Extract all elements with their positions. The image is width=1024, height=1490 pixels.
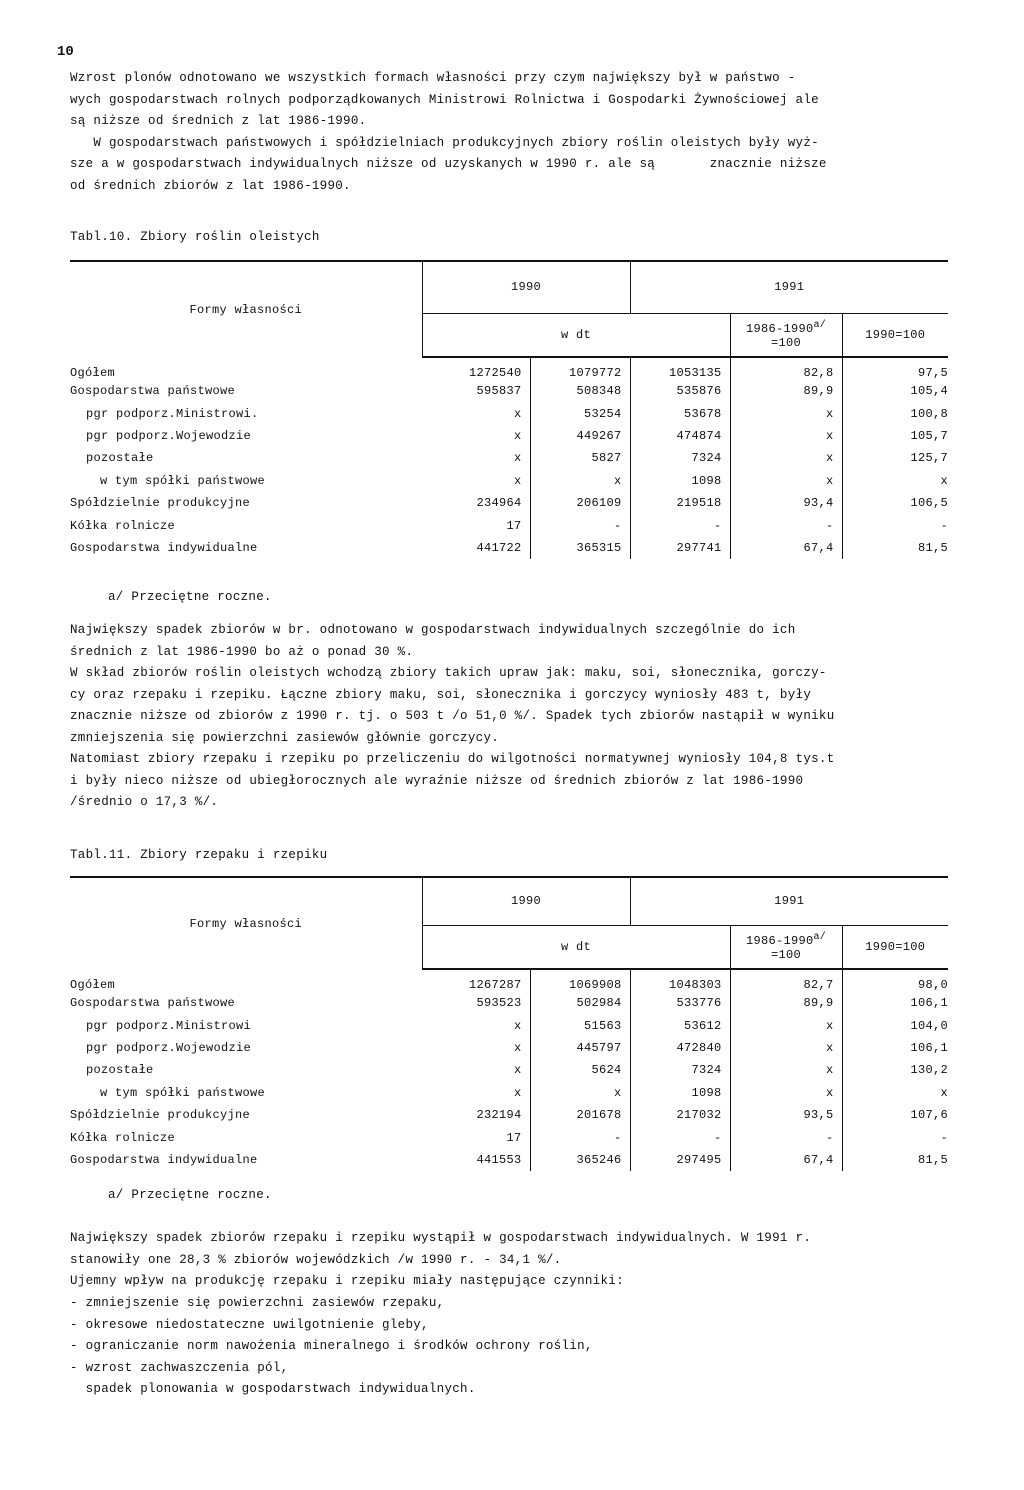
table-cell: 441722: [422, 537, 530, 559]
table-cell: 595837: [422, 380, 530, 402]
text-line: znacznie niższe od zbiorów z 1990 r. tj. o 503 t /o 51,0 %/. Spadek tych zbiorów nastąpił w wyniku: [70, 709, 835, 723]
list-item: - wzrost zachwaszczenia pól,: [70, 1360, 289, 1375]
table-row: [70, 1014, 948, 1036]
index-avg-label: 1986-1990: [745, 933, 814, 948]
row-label: pgr podporz.Ministrowi.: [86, 406, 259, 421]
table-cell: 89,9: [730, 380, 842, 402]
page-number: 10: [57, 44, 74, 60]
table-cell: x: [730, 1037, 842, 1059]
text-line: i były nieco niższe od ubiegłorocznych ale wyraźnie niższe od średnich zbiorów z lat 1986-1990: [70, 773, 804, 788]
table-cell: 17: [422, 1126, 530, 1148]
table-row: [70, 470, 948, 492]
table-cell: x: [422, 447, 530, 469]
row-label: Gospodarstwa państwowe: [70, 996, 236, 1011]
column-header-unit: w dt: [422, 925, 730, 969]
index-avg-base: =100: [771, 947, 802, 962]
table10-footnote: a/ Przeciętne roczne.: [108, 590, 272, 604]
table-cell: 1048303: [630, 969, 730, 992]
table-cell: 53254: [530, 402, 630, 424]
table-cell: 1272540: [422, 357, 530, 380]
text-line: wych gospodarstwach rolnych podporządkowanych Ministrowi Rolnictwa i Gospodarki Żywnościowej ale: [70, 92, 819, 107]
table-cell: 1053135: [630, 357, 730, 380]
table-cell: 67,4: [730, 1149, 842, 1171]
text-line: sze a w gospodarstwach indywidualnych niższe od uzyskanych w 1990 r. ale są znacznie niższe: [70, 157, 827, 171]
table-cell: 533776: [630, 992, 730, 1014]
table-cell: -: [530, 514, 630, 536]
table-cell: 1079772: [530, 357, 630, 380]
table-cell: 1098: [630, 470, 730, 492]
table-row: [70, 1149, 948, 1171]
table-cell: 67,4: [730, 537, 842, 559]
table-cell: x: [422, 1037, 530, 1059]
table-cell: 53678: [630, 402, 730, 424]
text-line: zmniejszenia się powierzchni zasiewów głównie gorczycy.: [70, 730, 500, 745]
table-cell: 365246: [530, 1149, 630, 1171]
row-label: pgr podporz.Wojewodzie: [86, 1040, 252, 1055]
table-cell: 5624: [530, 1059, 630, 1081]
row-label: Gospodarstwa indywidualne: [70, 1152, 258, 1167]
table-cell: 474874: [630, 425, 730, 447]
table-cell: 106,5: [910, 496, 949, 511]
table-cell: 445797: [530, 1037, 630, 1059]
table-cell: 217032: [630, 1104, 730, 1126]
table-row: [70, 357, 948, 380]
text-line: /średnio o 17,3 %/.: [70, 795, 219, 809]
table-cell: -: [530, 1126, 630, 1148]
middle-paragraph: [70, 620, 960, 814]
text-line: od średnich zbiorów z lat 1986-1990.: [70, 178, 351, 193]
table-row: [70, 1126, 948, 1148]
column-header-index-1990: 1990=100: [842, 313, 948, 357]
row-label: Kółka rolnicze: [70, 1130, 176, 1145]
index-avg-label: 1986-1990: [745, 321, 814, 336]
table-cell: 51563: [530, 1014, 630, 1036]
table-cell: 449267: [530, 425, 630, 447]
row-label: Ogółem: [70, 365, 116, 380]
table-cell: 53612: [630, 1014, 730, 1036]
table-row: [70, 1059, 948, 1081]
table-row: [70, 514, 948, 536]
table-cell: 206109: [530, 492, 630, 514]
table-cell: -: [630, 514, 730, 536]
row-label: Kółka rolnicze: [70, 518, 176, 533]
column-header-index-avg: [730, 925, 842, 969]
column-header-1991: 1991: [630, 261, 948, 313]
column-header-1991: 1991: [630, 877, 948, 925]
list-item: - ograniczanie norm nawożenia mineralnego i środków ochrony roślin,: [70, 1339, 593, 1353]
table-row: [70, 537, 948, 559]
table-row: [70, 425, 948, 447]
table-row: [70, 1037, 948, 1059]
text-line: stanowiły one 28,3 % zbiorów wojewódzkich /w 1990 r. - 34,1 %/.: [70, 1252, 562, 1267]
table-cell: 107,6: [910, 1108, 949, 1123]
table-cell: 535876: [630, 380, 730, 402]
table-row: [70, 1104, 948, 1126]
table-row: [70, 1082, 948, 1104]
text-line: Ujemny wpływ na produkcję rzepaku i rzepiku miały następujące czynniki:: [70, 1274, 624, 1288]
table-cell: -: [940, 1130, 949, 1145]
table-cell: x: [530, 1082, 630, 1104]
table-cell: x: [530, 470, 630, 492]
table-cell: 593523: [422, 992, 530, 1014]
table-row: [70, 402, 948, 424]
table-cell: 98,0: [918, 978, 949, 992]
text-line: średnich z lat 1986-1990 bo aż o ponad 30 %.: [70, 644, 414, 659]
row-label: Spółdzielnie produkcyjne: [70, 496, 251, 511]
table-cell: x: [422, 470, 530, 492]
column-header-form: Formy własności: [70, 877, 422, 969]
table-cell: 1267287: [422, 969, 530, 992]
closing-paragraph: [70, 1228, 960, 1293]
table-cell: x: [730, 1059, 842, 1081]
table-cell: 297495: [630, 1149, 730, 1171]
table-cell: 297741: [630, 537, 730, 559]
list-item: - zmniejszenie się powierzchni zasiewów rzepaku,: [70, 1296, 445, 1310]
table-cell: 81,5: [918, 540, 949, 555]
table-cell: 125,7: [910, 451, 949, 466]
text-line: Największy spadek zbiorów w br. odnotowano w gospodarstwach indywidualnych szczególnie do ich: [70, 623, 796, 637]
text-line: są niższe od średnich z lat 1986-1990.: [70, 114, 367, 128]
table-cell: 7324: [630, 1059, 730, 1081]
table-row: [70, 492, 948, 514]
table-cell: 201678: [530, 1104, 630, 1126]
row-label: Spółdzielnie produkcyjne: [70, 1108, 251, 1123]
text-line: cy oraz rzepaku i rzepiku. Łączne zbiory maku, soi, słonecznika i gorczycy wyniosły 483 t, były: [70, 687, 812, 702]
table-cell: -: [730, 514, 842, 536]
table-cell: 472840: [630, 1037, 730, 1059]
table-cell: -: [630, 1126, 730, 1148]
table-cell: x: [422, 1082, 530, 1104]
table-cell: 89,9: [730, 992, 842, 1014]
table-row: [70, 969, 948, 992]
table-cell: 82,7: [730, 969, 842, 992]
row-label: Gospodarstwa państwowe: [70, 384, 236, 399]
table-cell: 105,7: [910, 428, 949, 443]
table-cell: 81,5: [918, 1152, 949, 1167]
table-cell: x: [422, 1014, 530, 1036]
text-line: Największy spadek zbiorów rzepaku i rzepiku wystąpił w gospodarstwach indywidualnych. W 1991 r.: [70, 1231, 812, 1245]
table-cell: x: [730, 1082, 842, 1104]
table11: [70, 876, 948, 1171]
table-cell: 7324: [630, 447, 730, 469]
table-cell: x: [940, 473, 949, 488]
table-cell: x: [940, 1085, 949, 1100]
table-row: [70, 447, 948, 469]
table-cell: x: [730, 425, 842, 447]
table-cell: 106,1: [910, 996, 949, 1011]
table-cell: 508348: [530, 380, 630, 402]
table-cell: x: [730, 447, 842, 469]
table-cell: 365315: [530, 537, 630, 559]
table-cell: x: [730, 470, 842, 492]
table-cell: 502984: [530, 992, 630, 1014]
table-cell: 5827: [530, 447, 630, 469]
table11-footnote: a/ Przeciętne roczne.: [108, 1188, 272, 1202]
table-cell: x: [422, 402, 530, 424]
table-cell: -: [940, 518, 949, 533]
table-cell: 219518: [630, 492, 730, 514]
factors-list: [70, 1293, 960, 1401]
table-cell: 1098: [630, 1082, 730, 1104]
table-cell: x: [422, 1059, 530, 1081]
table11-caption: Tabl.11. Zbiory rzepaku i rzepiku: [70, 848, 328, 862]
table10-caption: Tabl.10. Zbiory roślin oleistych: [70, 230, 320, 244]
footnote-marker: a/: [813, 931, 827, 943]
row-label: Ogółem: [70, 977, 116, 992]
text-line: Wzrost plonów odnotowano we wszystkich formach własności przy czym największy był w państwo -: [70, 71, 796, 85]
table-cell: 93,4: [730, 492, 842, 514]
table-cell: -: [730, 1126, 842, 1148]
row-label: w tym spółki państwowe: [100, 1085, 266, 1100]
column-header-unit: w dt: [422, 313, 730, 357]
table-cell: 130,2: [910, 1063, 949, 1078]
table-row: [70, 992, 948, 1014]
column-header-1990: 1990: [422, 261, 630, 313]
index-avg-base: =100: [771, 335, 802, 350]
table-cell: 17: [422, 514, 530, 536]
table-cell: 97,5: [918, 366, 949, 380]
table-cell: 232194: [422, 1104, 530, 1126]
row-label: pozostałe: [86, 451, 154, 466]
table-cell: x: [422, 425, 530, 447]
column-header-1990: 1990: [422, 877, 630, 925]
row-label: pgr podporz.Ministrowi: [86, 1018, 252, 1033]
table-row: [70, 380, 948, 402]
table-cell: 82,8: [730, 357, 842, 380]
table-cell: 106,1: [910, 1040, 949, 1055]
table-cell: 441553: [422, 1149, 530, 1171]
table-cell: 100,8: [910, 406, 949, 421]
row-label: w tym spółki państwowe: [100, 473, 266, 488]
footnote-marker: a/: [813, 319, 827, 331]
list-item: - okresowe niedostateczne uwilgotnienie gleby,: [70, 1317, 429, 1332]
table-cell: 1069908: [530, 969, 630, 992]
text-line: Natomiast zbiory rzepaku i rzepiku po przeliczeniu do wilgotności normatywnej wyniosły 104,8 tys.t: [70, 752, 835, 766]
table-cell: 234964: [422, 492, 530, 514]
text-line: W gospodarstwach państwowych i spółdzielniach produkcyjnych zbiory roślin oleistych były wyż-: [70, 135, 819, 150]
text-line: W skład zbiorów roślin oleistych wchodzą zbiory takich upraw jak: maku, soi, słonecznika, gorczy-: [70, 666, 827, 680]
intro-paragraph: [70, 68, 960, 197]
table-cell: 105,4: [910, 384, 949, 399]
column-header-index-avg: [730, 313, 842, 357]
row-label: Gospodarstwa indywidualne: [70, 540, 258, 555]
table-cell: 104,0: [910, 1018, 949, 1033]
list-item: spadek plonowania w gospodarstwach indywidualnych.: [70, 1382, 476, 1396]
row-label: pgr podporz.Wojewodzie: [86, 428, 252, 443]
row-label: pozostałe: [86, 1063, 154, 1078]
column-header-form: Formy własności: [70, 261, 422, 357]
column-header-index-1990: 1990=100: [842, 925, 948, 969]
table-cell: x: [730, 402, 842, 424]
table10: [70, 260, 948, 559]
table-cell: x: [730, 1014, 842, 1036]
table-cell: 93,5: [730, 1104, 842, 1126]
